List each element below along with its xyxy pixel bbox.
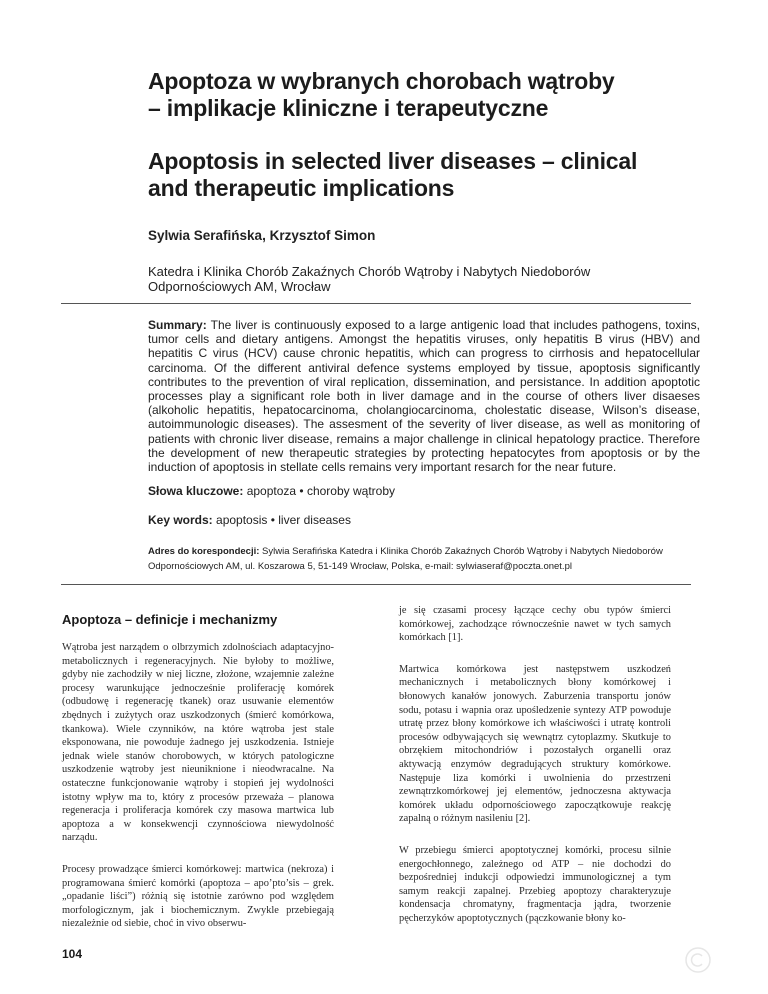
bottom-divider [61, 584, 691, 585]
title-english: Apoptosis in selected liver diseases – clinical and therapeutic implications [148, 148, 638, 201]
body-paragraph: je się czasami procesy łączące cechy obu typów śmierci komórkowej, zachodzące równocześnie nawet w tych samych komórkach [1]. [399, 605, 671, 644]
summary-block [148, 318, 700, 474]
body-paragraph: Procesy prowadzące śmierci komórkowej: martwica (nekroza) i programowana śmierć komórki (apoptoza – apo’pto’sis – grek. „opadanie liści”) różnią się istotnie zarówno pod względem morfologicznym, jak i biochemicznym. Zwykle przebiegają niezależnie od siebie, choć in vivo obserwu- [62, 863, 334, 930]
body-paragraph: W przebiegu śmierci apoptotycznej komórki, procesu silnie energochłonnego, zależnego od ATP – nie dochodzi do bezpośredniej indukcji odpowiedzi immunologicznej a tym samym reakcji zapalnej. Przebieg apoptozy charakteryzuje kondensacja chromatyny, fragmentacja jądra, tworzenie pęcherzyków apoptotycznych (pączkowanie błony ko- [399, 844, 671, 924]
summary-text: The liver is continuously exposed to a large antigenic load that includes pathogens, toxins, tumor cells and dietary antigens. Amongst the hepatitis viruses, only hepatitis B virus (HBV) and hepatitis C virus (HCV) cause chronic hepatitis, which can progress to cirrhosis and hepatocellular carcinoma. Of the different antiviral defence systems employed by tissue, apoptosis significantly contributes to the prevention of viral replication, dissemination, and persistance. In addition apoptotic processes play a significant role both in liver damage and in the course of others liver disaeses (alkoholic hepatitis, hepatocarcinoma, cholangiocarcinoma, cholestatic disease, Wilson’s disease, autoimmunologic diseases). The assesment of the severity of liver disease, as well as monitoring of patients with chronic liver disease, remains a major challenge in clinical hepatology practice. Therefore the development of new therapeutic strategies by protecting hepatocytes from apoptosis or by the induction of apoptosis in stellate cells remains very important resarch for the near future. [148, 318, 700, 475]
keywords-polish-items: apoptoza • choroby wątroby [246, 484, 395, 498]
authors: Sylwia Serafińska, Krzysztof Simon [148, 228, 376, 243]
body-column-left [62, 604, 334, 949]
summary-label: Summary: [148, 318, 207, 332]
top-divider [61, 303, 691, 304]
body-paragraph: Wątroba jest narządem o olbrzymich zdolnościach adaptacyjno-metabolicznych i regeneracyjnych. Nie byłoby to możliwe, gdyby nie zachodziły w niej liczne, złożone, wzajemnie zależne procesy warunkujące jednocześnie proliferację komórek (odbudowę i regenerację tkanek) oraz usuwanie elementów zbędnych i zużytych oraz uszkodzonych (śmierć komórkowa, tkankowa). Wiele czynników, na które wątroba jest stale eksponowana, nie powoduje żadnego jej uszkodzenia. Istnieje jednak wiele stanów chorobowych, w których patologiczne uszkodzenie wątroby jest nieuniknione i nieodwracalne. Na ostateczne funkcjonowanie wątroby i stopień jej wydolności istotny wpływ ma to, który z procesów przeważa – planowa regeneracja i proliferacja komórek czy masowa martwica lub apoptoza a w konsekwencji czynnościowa niewydolność narządu. [62, 642, 334, 844]
keywords-english [148, 513, 700, 527]
copyright-watermark-icon [684, 946, 712, 974]
title-polish: Apoptoza w wybranych chorobach wątroby – implikacje kliniczne i terapeutyczne [148, 68, 615, 121]
correspondence-text: Sylwia Serafińska Katedra i Klinika Chorób Zakaźnych Chorób Wątroby i Nabytych Niedoborów Odpornościowych AM, ul. Koszarowa 5, 51-149 Wrocław, Polska, e-mail: sylwiaseraf@poczta.onet.pl [148, 546, 663, 572]
section-heading: Apoptoza – definicje i mechanizmy [62, 612, 278, 627]
correspondence-label: Adres do korespondecji: [148, 546, 260, 557]
keywords-english-items: apoptosis • liver diseases [216, 513, 351, 527]
correspondence-address [148, 544, 700, 574]
body-column-right [399, 604, 671, 943]
affiliation: Katedra i Klinika Chorób Zakaźnych Chorób Wątroby i Nabytych Niedoborów Odpornościowych AM, Wrocław [148, 264, 591, 294]
keywords-polish [148, 484, 700, 498]
keywords-polish-label: Słowa kluczowe: [148, 484, 244, 498]
keywords-english-label: Key words: [148, 513, 213, 527]
body-paragraph: Martwica komórkowa jest następstwem uszkodzeń mechanicznych i metabolicznych błony komórkowej i błonowych kanałów jonowych. Zaburzenia transportu jonów sodu, potasu i wapnia oraz upośledzenie syntezy ATP powoduje utratę przez błony komórkowe ich właściwości i utratę kontroli procesów odbywających się wewnątrz cytoplazmy. Skutkuje to obrzękiem mitochondriów i pozostałych organelli oraz aktywacją enzymów degradujących struktury komórkowe. Następuje liza komórki i uwolnienia do przestrzeni zewnątrzkomórkowej jej elementów, jednoczesna aktywacja komórek układu odpornościowego zapoczątkowuje reakcję zapalną o różnym nasileniu [2]. [399, 663, 671, 825]
page-number: 104 [62, 947, 83, 961]
